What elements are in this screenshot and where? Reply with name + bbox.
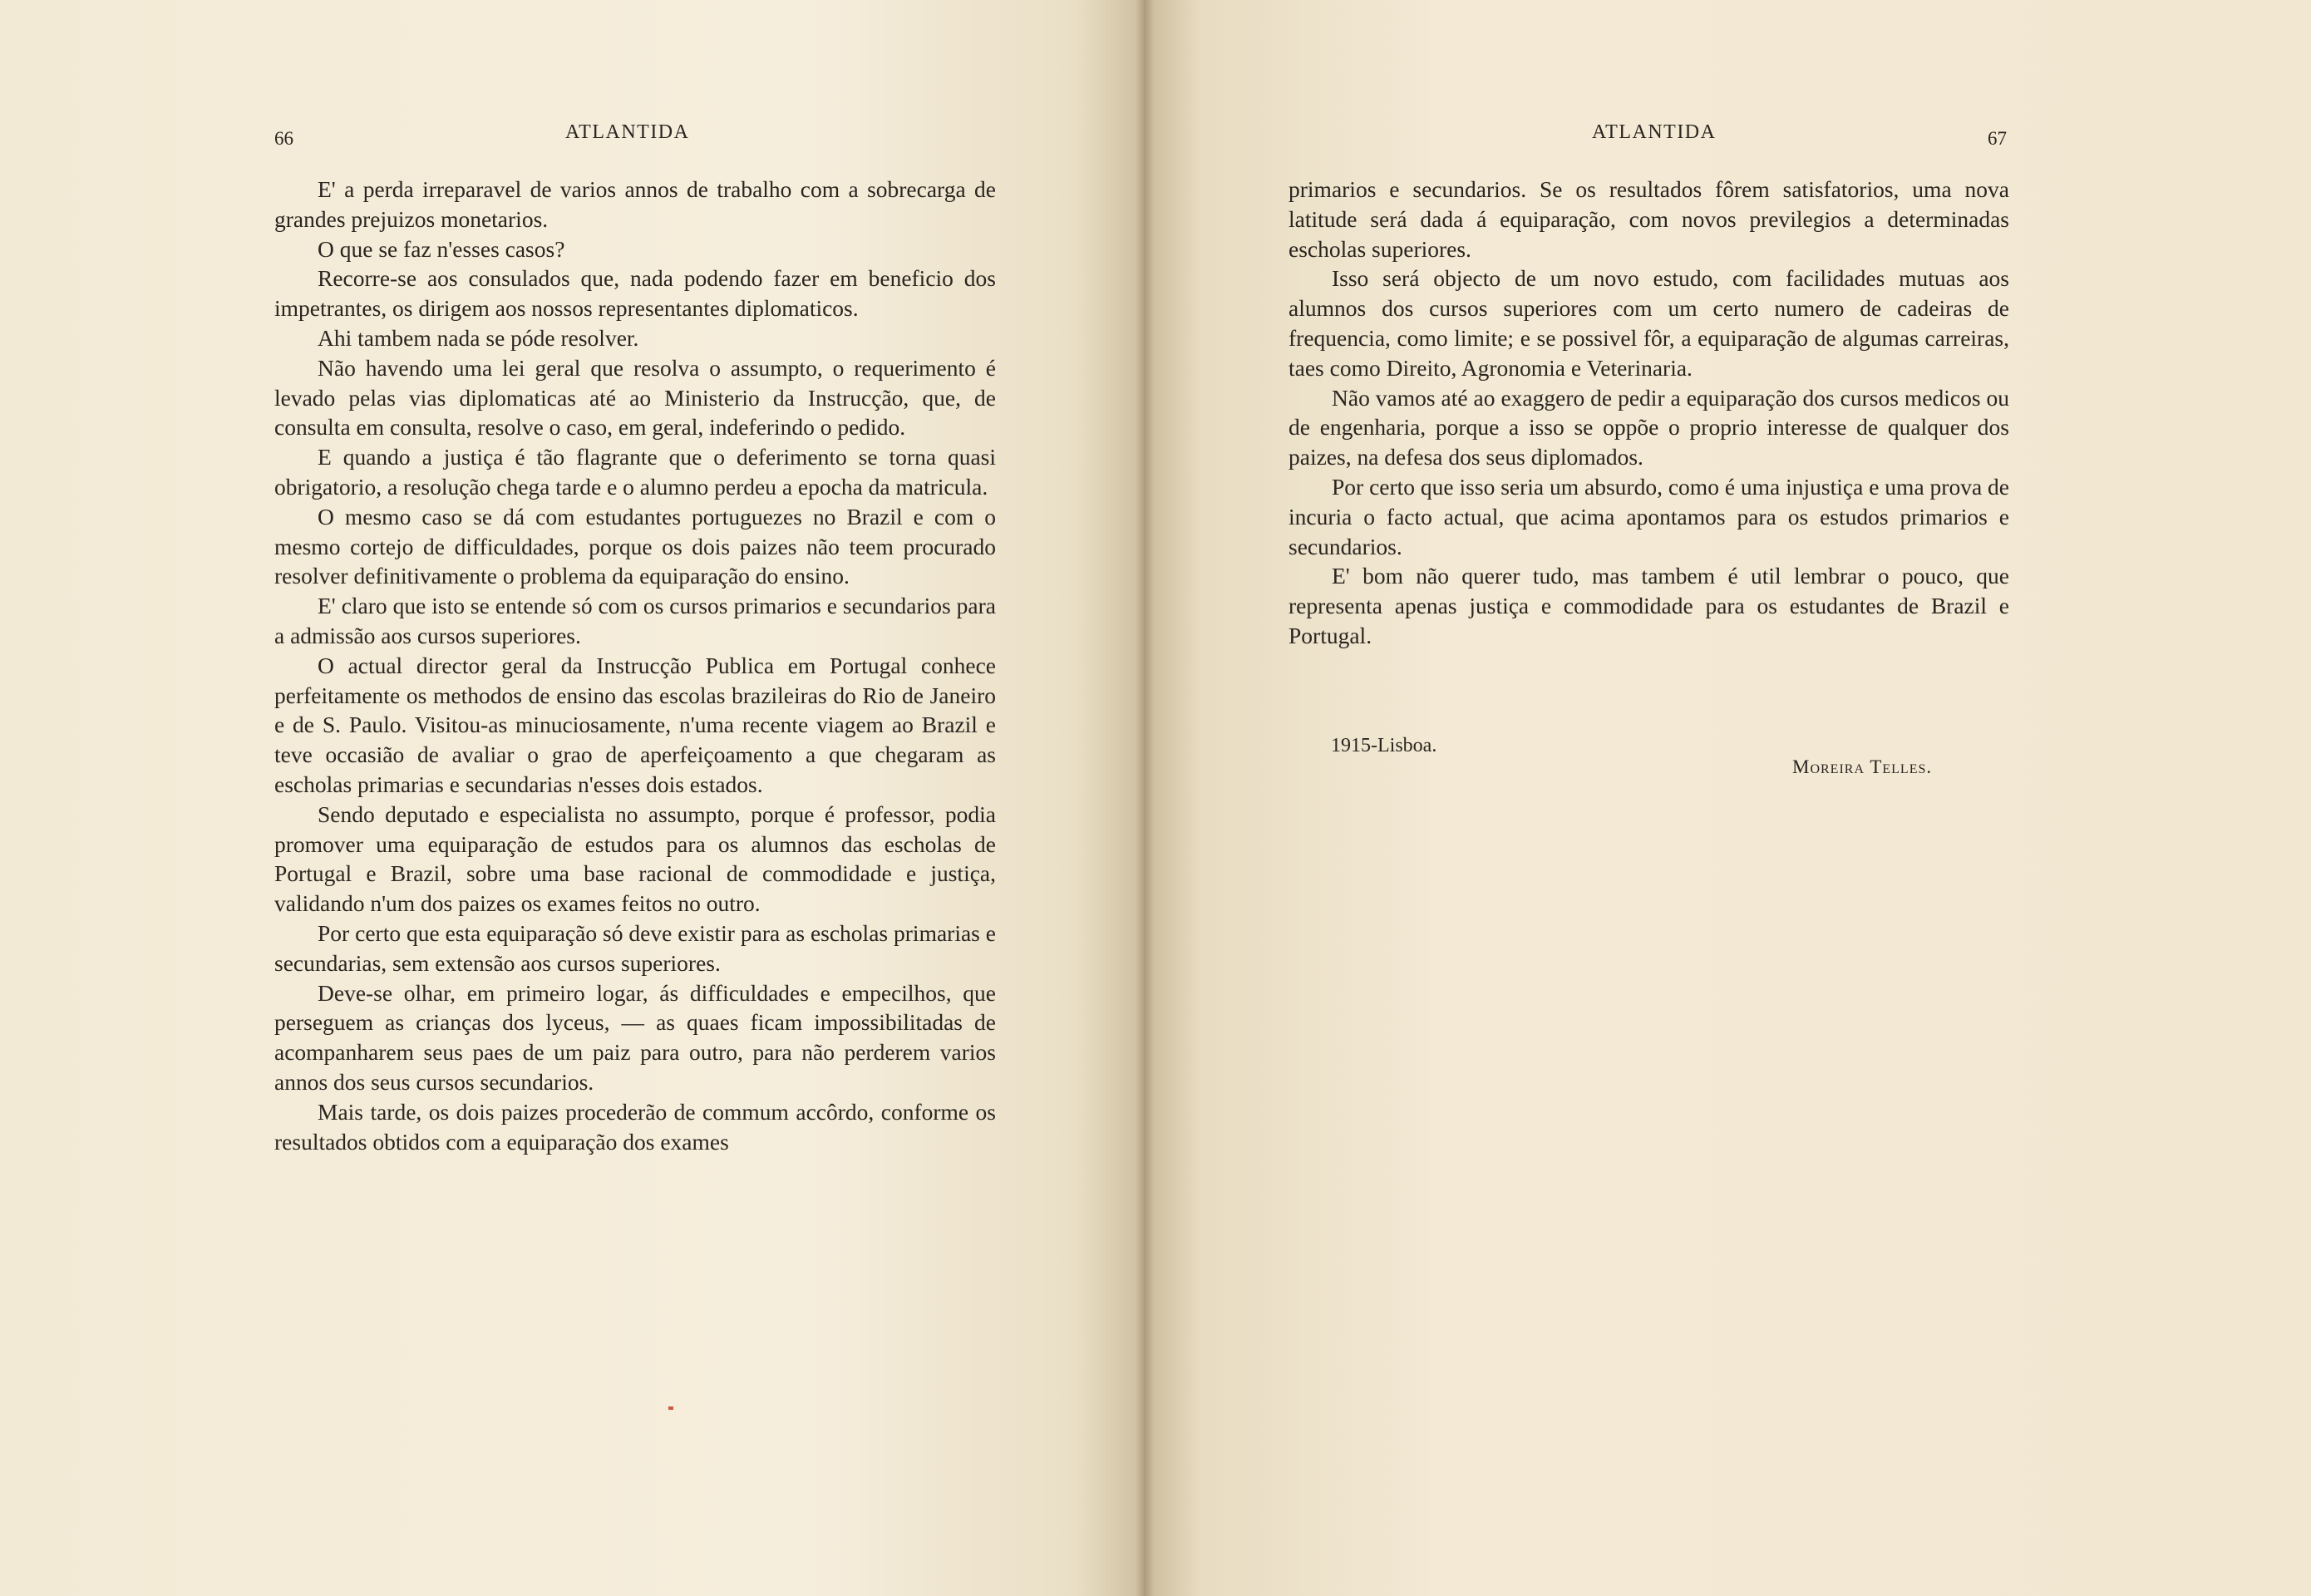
left-paragraph: O que se faz n'esses casos? <box>318 235 565 262</box>
left-page-text <box>274 175 996 1156</box>
left-paragraph: Deve-se olhar, em primeiro logar, ás difficuldades e empecilhos, que perseguem as crianças dos lyceus, — as quaes ficam impossibilitadas de acompanharem seus paes de um paiz para outro, para não perderem varios annos dos seus cursos secundarios. <box>274 979 996 1095</box>
book-gutter <box>1136 0 1154 1596</box>
right-paragraph: primarios e secundarios. Se os resultados fôrem satisfatorios, uma nova latitude será dada á equiparação, com novos previlegios a determinadas escholas superiores. <box>1289 176 2009 262</box>
left-paragraph: Sendo deputado e especialista no assumpto, porque é professor, podia promover uma equiparação de estudos para os alumnos das escholas de Portugal e Brazil, sobre uma base racional de commodidade e justiça, validando n'um dos paizes os exames feitos no outro. <box>274 800 996 917</box>
left-paragraph: E' claro que isto se entende só com os cursos primarios e secundarios para a admissão aos cursos superiores. <box>274 593 996 648</box>
right-running-head: ATLANTIDA <box>1592 121 1717 143</box>
right-page-text <box>1289 175 2009 651</box>
left-paragraph: Recorre-se aos consulados que, nada podendo fazer em beneficio dos impetrantes, os dirigem aos nossos representantes diplomaticos. <box>274 265 996 322</box>
place-date: 1915-Lisboa. <box>1331 735 1437 756</box>
left-page-number: 66 <box>274 128 293 149</box>
left-paragraph: Ahi tambem nada se póde resolver. <box>318 324 639 351</box>
left-paragraph: Por certo que esta equiparação só deve existir para as escholas primarias e secundarias, sem extensão aos cursos superiores. <box>274 919 996 976</box>
right-page <box>1144 0 2311 1596</box>
left-paragraph: Não havendo uma lei geral que resolva o assumpto, o requerimento é levado pelas vias diplomaticas até ao Ministerio da Instrucção, que, de consulta em consulta, resolve o caso, em geral, indeferindo o pedido. <box>274 354 996 441</box>
right-page-number: 67 <box>1988 128 2007 149</box>
left-paragraph: Mais tarde, os dois paizes procederão de commum accôrdo, conforme os resultados obtidos com a equiparação dos exames <box>274 1098 996 1155</box>
left-paragraph: O mesmo caso se dá com estudantes portuguezes no Brazil e com o mesmo cortejo de difficuldades, porque os dois paizes não teem procurado resolver definitivamente o problema da equiparação do ensino. <box>274 503 996 589</box>
left-page <box>0 0 1144 1596</box>
author-signature: Moreira Telles. <box>1792 756 1933 777</box>
left-paragraph: E quando a justiça é tão flagrante que o deferimento se torna quasi obrigatorio, a resolução chega tarde e o alumno perdeu a epocha da matricula. <box>274 444 996 500</box>
right-paragraph: E' bom não querer tudo, mas tambem é util lembrar o pouco, que representa apenas justiça e commodidade para os estudantes de Brazil e Portugal. <box>1289 563 2009 648</box>
left-paragraph: E' a perda irreparavel de varios annos de trabalho com a sobrecarga de grandes prejuizos monetarios. <box>274 176 996 232</box>
right-paragraph: Por certo que isso seria um absurdo, como é uma injustiça e uma prova de incuria o facto actual, que acima apontamos para os estudos primarios e secundarios. <box>1289 473 2009 559</box>
right-paragraph: Isso será objecto de um novo estudo, com facilidades mutuas aos alumnos dos cursos superiores com um certo numero de cadeiras de frequencia, como limite; e se possivel fôr, a equiparação de algumas carreiras, taes como Direito, Agronomia e Veterinaria. <box>1289 265 2009 381</box>
left-paragraph: O actual director geral da Instrucção Publica em Portugal conhece perfeitamente os methodos de ensino das escolas brazileiras do Rio de Janeiro e de S. Paulo. Visitou-as minuciosamente, n'uma recente viagem ao Brazil e teve occasião de avaliar o grao de aperfeiçoamento a que chegaram as escholas primarias e secundarias n'esses dois estados. <box>274 652 996 797</box>
left-running-head: ATLANTIDA <box>565 121 690 143</box>
ink-speck <box>668 1406 673 1410</box>
right-paragraph: Não vamos até ao exaggero de pedir a equiparação dos cursos medicos ou de engenharia, porque a isso se oppõe o proprio interesse de qualquer dos paizes, na defesa dos seus diplomados. <box>1289 384 2009 470</box>
